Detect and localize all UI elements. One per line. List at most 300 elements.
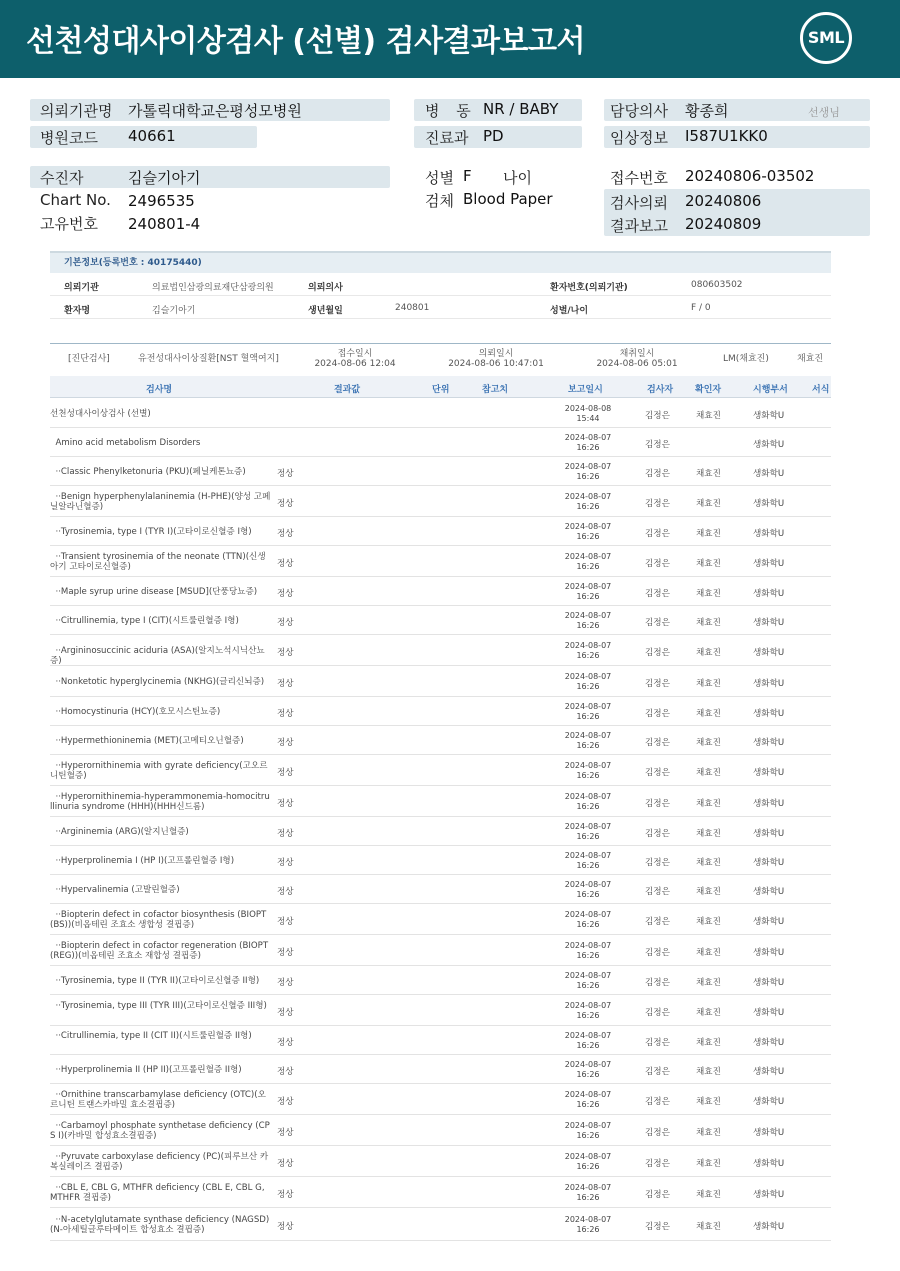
report-date: 2024-08-07 [564, 522, 612, 531]
basic-key: 의뢰의사 [308, 283, 343, 293]
diag-label: [진단검사] [68, 354, 110, 364]
confirmer: 채효진 [696, 1190, 721, 1200]
performing-dept: 생화학U [753, 709, 785, 719]
table-row [50, 635, 831, 666]
result-value: 정상 [277, 978, 294, 988]
request-test-name: 유전성대사이상질환[NST 혈액여지] [138, 354, 279, 364]
report-date: 2024-08-07 [564, 1001, 612, 1010]
report-time: 16:26 [576, 1162, 600, 1171]
report-date: 2024-08-07 [564, 582, 612, 591]
examiner: 김정은 [645, 738, 670, 748]
report-datetime [558, 1060, 618, 1080]
examiner: 김정은 [645, 559, 670, 569]
received-label: 접수일시 [337, 349, 373, 359]
patient-value: 김슬기아기 [128, 169, 201, 187]
confirmer: 채효진 [696, 1067, 721, 1077]
basic-value: 240801 [395, 303, 430, 313]
col-report-time: 보고일시 [568, 385, 603, 395]
test-name: ··Nonketotic hyperglycinemia (NKHG)(글리신뇌증) [50, 677, 265, 687]
performing-dept: 생화학U [753, 1190, 785, 1200]
performing-dept: 생화학U [753, 589, 785, 599]
result-value: 정상 [277, 829, 294, 839]
table-row [50, 966, 831, 995]
examiner: 김정은 [645, 948, 670, 958]
performing-dept: 생화학U [753, 1128, 785, 1138]
report-time: 16:26 [576, 651, 600, 660]
report-date: 2024-08-07 [564, 1215, 612, 1224]
test-name: ··Ornithine transcarbamylase deficiency (OTC)(오르니틴 트랜스카바밀 효소결핍증) [50, 1090, 266, 1110]
performing-dept: 생화학U [753, 978, 785, 988]
test-name: ··Hyperprolinemia II (HP II)(고프롤린혈증 II형) [50, 1065, 242, 1075]
confirmer: 채효진 [696, 829, 721, 839]
specimen-label: 검체 [425, 192, 454, 210]
confirmer: 채효진 [696, 1097, 721, 1107]
test-name: ··Tyrosinemia, type III (TYR III)(고타이로신혈증 III형) [50, 1001, 267, 1011]
report-time: 16:26 [576, 1193, 600, 1202]
chart-value: 2496535 [128, 192, 195, 210]
examiner: 김정은 [645, 440, 670, 450]
report-time: 16:26 [576, 951, 600, 960]
test-name: ··Citrullinemia, type II (CIT II)(시트룰린혈증 II형) [50, 1031, 252, 1041]
confirmer: 채효진 [696, 469, 721, 479]
table-row [50, 1084, 831, 1115]
report-date: 2024-08-07 [564, 641, 612, 650]
report-time: 16:26 [576, 621, 600, 630]
report-date: 2024-08-07 [564, 880, 612, 889]
test-name: ··Maple syrup urine disease [MSUD](단풍당뇨증) [50, 587, 258, 597]
test-name: ··Biopterin defect in cofactor biosynthesis (BIOPT(BS))(비옵테린 조효소 생합성 결핍증) [50, 910, 267, 930]
table-row [50, 726, 831, 755]
chart-label: Chart No. [40, 191, 111, 209]
table-row [50, 546, 831, 577]
request-value: 20240806 [685, 192, 762, 210]
examiner: 김정은 [645, 679, 670, 689]
table-row [50, 1115, 831, 1146]
report-datetime [558, 404, 618, 424]
performing-dept: 생화학U [753, 648, 785, 658]
confirmer: 채효진 [696, 858, 721, 868]
confirmer: 채효진 [696, 679, 721, 689]
examiner: 김정은 [645, 1097, 670, 1107]
report-time: 16:26 [576, 861, 600, 870]
report-datetime [558, 761, 618, 781]
report-date: 2024-08-07 [564, 731, 612, 740]
report-datetime [558, 1031, 618, 1051]
sex-value: F [463, 167, 472, 185]
report-datetime [558, 641, 618, 661]
specimen-value: Blood Paper [463, 190, 553, 208]
table-row [50, 1026, 831, 1055]
report-date: 2024-08-07 [564, 941, 612, 950]
examiner: 김정은 [645, 1038, 670, 1048]
test-name: ··Tyrosinemia, type II (TYR II)(고타이로신혈증 II형) [50, 976, 260, 986]
institution-value: 가톨릭대학교은평성모병원 [128, 102, 302, 120]
performing-dept: 생화학U [753, 1038, 785, 1048]
report-date: 2024-08-07 [564, 492, 612, 501]
report-time: 16:26 [576, 472, 600, 481]
result-value: 정상 [277, 1038, 294, 1048]
report-value: 20240809 [685, 215, 762, 233]
performing-dept: 생화학U [753, 799, 785, 809]
result-value: 정상 [277, 1222, 294, 1232]
report-time: 16:26 [576, 832, 600, 841]
hospital-code-value: 40661 [128, 127, 176, 145]
basic-value: F / 0 [691, 303, 711, 313]
examiner: 김정은 [645, 1222, 670, 1232]
col-result: 결과값 [334, 385, 361, 395]
basic-info-row [50, 274, 831, 296]
requested-value: 2024-08-06 10:47:01 [448, 359, 544, 369]
confirmer: 채효진 [696, 799, 721, 809]
test-name: ··Hyperornithinemia with gyrate deficiency(고오르니틴혈증) [50, 761, 268, 781]
table-row [50, 935, 831, 966]
examiner: 김정은 [645, 648, 670, 658]
report-date: 2024-08-07 [564, 851, 612, 860]
table-row [50, 904, 831, 935]
report-datetime [558, 941, 618, 961]
performing-dept: 생화학U [753, 917, 785, 927]
report-time: 16:26 [576, 1225, 600, 1234]
report-datetime [558, 582, 618, 602]
report-date: 2024-08-07 [564, 1090, 612, 1099]
report-time: 16:26 [576, 981, 600, 990]
ward-value: NR / BABY [483, 100, 559, 118]
doctor-label: 담당의사 [610, 102, 668, 120]
examiner: 김정은 [645, 411, 670, 421]
result-value: 정상 [277, 559, 294, 569]
result-value: 정상 [277, 738, 294, 748]
confirmer: 채효진 [696, 887, 721, 897]
examiner: 김정은 [645, 978, 670, 988]
receipt-value: 20240806-03502 [685, 167, 815, 185]
report-datetime [558, 672, 618, 692]
report-time: 16:26 [576, 1131, 600, 1140]
performing-dept: 생화학U [753, 499, 785, 509]
report-datetime [558, 971, 618, 991]
basic-value: 김슬기아기 [152, 306, 196, 316]
confirmer: 채효진 [696, 618, 721, 628]
table-row [50, 697, 831, 726]
report-datetime [558, 1152, 618, 1172]
table-row [50, 786, 831, 817]
test-name: ··Hyperprolinemia I (HP I)(고프롤린혈증 I형) [50, 856, 235, 866]
test-name: ··Hypervalinemia (고발린혈증) [50, 885, 180, 895]
basic-value: 의료법인삼광의료재단삼광의원 [152, 283, 274, 293]
report-date: 2024-08-07 [564, 672, 612, 681]
col-form: 서식 [812, 385, 830, 395]
patient-label: 수진자 [40, 169, 84, 187]
test-name: ··Pyruvate carboxylase deficiency (PC)(피루브산 카복실레이즈 결핍증) [50, 1152, 269, 1172]
report-date: 2024-08-07 [564, 1060, 612, 1069]
test-name: ··CBL E, CBL G, MTHFR deficiency (CBL E, CBL G, MTHFR 결핍증) [50, 1183, 268, 1203]
examiner: 김정은 [645, 1067, 670, 1077]
performing-dept: 생화학U [753, 948, 785, 958]
performing-dept: 생화학U [753, 1222, 785, 1232]
examiner: 김정은 [645, 829, 670, 839]
doctor-value: 황종희 [685, 102, 729, 120]
test-name: ··Homocystinuria (HCY)(호모시스틴뇨증) [50, 707, 221, 717]
test-name: 선천성대사이상검사 (선별) [50, 409, 151, 419]
result-value: 정상 [277, 1097, 294, 1107]
performing-dept: 생화학U [753, 768, 785, 778]
report-time: 16:26 [576, 890, 600, 899]
report-datetime [558, 1090, 618, 1110]
report-datetime [558, 910, 618, 930]
result-value: 정상 [277, 709, 294, 719]
col-confirmer: 확인자 [695, 385, 722, 395]
report-time: 16:26 [576, 712, 600, 721]
performing-dept: 생화학U [753, 529, 785, 539]
basic-key: 생년월일 [308, 306, 343, 316]
confirmer: 채효진 [696, 768, 721, 778]
report-datetime [558, 522, 618, 542]
basic-key: 성별/나이 [550, 306, 589, 316]
test-name: ··Tyrosinemia, type I (TYR I)(고타이로신혈증 I형) [50, 527, 252, 537]
report-datetime [558, 1183, 618, 1203]
performing-dept: 생화학U [753, 679, 785, 689]
table-row [50, 486, 831, 517]
report-time: 16:26 [576, 1070, 600, 1079]
collected-value: 2024-08-06 05:01 [596, 359, 678, 369]
test-name: ··Carbamoyl phosphate synthetase deficiency (CPS I)(카바밀 합성효소결핍증) [50, 1121, 270, 1141]
report-date: 2024-08-07 [564, 702, 612, 711]
report-date: 2024-08-08 [564, 404, 612, 413]
performing-dept: 생화학U [753, 1067, 785, 1077]
examiner: 김정은 [645, 618, 670, 628]
unique-value: 240801-4 [128, 215, 201, 233]
table-row [50, 755, 831, 786]
examiner: 김정은 [645, 887, 670, 897]
examiner: 김정은 [645, 589, 670, 599]
result-value: 정상 [277, 1067, 294, 1077]
table-row [50, 817, 831, 846]
clinical-value: I587U1KK0 [685, 127, 768, 145]
basic-value: 080603502 [691, 280, 743, 290]
confirmer: 채효진 [696, 917, 721, 927]
basic-key: 환자명 [64, 306, 91, 316]
result-value: 정상 [277, 917, 294, 927]
report-time: 16:26 [576, 502, 600, 511]
table-row [50, 846, 831, 875]
basic-info-row [50, 297, 831, 319]
institution-label: 의뢰기관명 [40, 102, 113, 120]
collected-block [587, 349, 687, 369]
report-date: 2024-08-07 [564, 792, 612, 801]
table-row [50, 577, 831, 606]
col-examiner: 검사자 [647, 385, 674, 395]
clinical-label: 임상정보 [610, 129, 668, 147]
patient-field-bg [30, 166, 390, 188]
report-time: 16:26 [576, 443, 600, 452]
table-row [50, 428, 831, 457]
report-time: 16:26 [576, 802, 600, 811]
result-value: 정상 [277, 589, 294, 599]
test-name: ··Hypermethioninemia (MET)(고메티오닌혈증) [50, 736, 244, 746]
examiner: 김정은 [645, 529, 670, 539]
basic-key: 환자번호(의뢰기관) [550, 283, 628, 293]
table-row [50, 1208, 831, 1241]
result-value: 정상 [277, 768, 294, 778]
basic-key: 의뢰기관 [64, 283, 99, 293]
report-date: 2024-08-07 [564, 761, 612, 770]
confirmer: 채효진 [696, 1038, 721, 1048]
report-datetime [558, 611, 618, 631]
report-label: 결과보고 [610, 217, 668, 235]
confirmer: 채효진 [696, 1159, 721, 1169]
result-value: 정상 [277, 1128, 294, 1138]
report-datetime [558, 1215, 618, 1235]
report-date: 2024-08-07 [564, 611, 612, 620]
sml-logo: SML [800, 12, 852, 64]
examiner: 김정은 [645, 1008, 670, 1018]
report-time: 16:26 [576, 682, 600, 691]
doctor-suffix: 선생님 [808, 106, 840, 119]
table-row [50, 399, 831, 428]
report-datetime [558, 462, 618, 482]
report-datetime [558, 851, 618, 871]
report-datetime [558, 731, 618, 751]
age-label: 나이 [503, 169, 532, 187]
receipt-label: 접수번호 [610, 169, 668, 187]
result-value: 정상 [277, 799, 294, 809]
report-date: 2024-08-07 [564, 1031, 612, 1040]
report-date: 2024-08-07 [564, 433, 612, 442]
report-datetime [558, 433, 618, 453]
examiner: 김정은 [645, 1128, 670, 1138]
dept-value: PD [483, 127, 504, 145]
performing-dept: 생화학U [753, 469, 785, 479]
test-name: ··Argininosuccinic aciduria (ASA)(알지노석시닉산뇨증) [50, 646, 265, 666]
request-divider [50, 343, 831, 344]
examiner: 김정은 [645, 917, 670, 927]
performing-dept: 생화학U [753, 559, 785, 569]
result-value: 정상 [277, 1159, 294, 1169]
result-value: 정상 [277, 648, 294, 658]
examiner: 김정은 [645, 1190, 670, 1200]
examiner: 김정은 [645, 799, 670, 809]
basic-info-title: 기본정보(등록번호 : 40175440) [50, 251, 831, 273]
confirmer: 채효진 [696, 948, 721, 958]
result-value: 정상 [277, 948, 294, 958]
request-label: 검사의뢰 [610, 194, 668, 212]
report-time: 16:26 [576, 562, 600, 571]
report-time: 16:26 [576, 1011, 600, 1020]
report-time: 15:44 [576, 414, 600, 423]
performing-dept: 생화학U [753, 738, 785, 748]
report-time: 16:26 [576, 1100, 600, 1109]
confirmer: 채효진 [696, 529, 721, 539]
confirmer: 채효진 [696, 738, 721, 748]
sex-label: 성별 [425, 169, 454, 187]
table-row [50, 517, 831, 546]
test-name: ··Argininemia (ARG)(알지닌혈증) [50, 827, 189, 837]
result-value: 정상 [277, 618, 294, 628]
report-title: 선천성대사이상검사 (선별) 검사결과보고서 [26, 24, 585, 59]
test-name: ··Transient tyrosinemia of the neonate (TTN)(신생아기 고타이로신혈증) [50, 552, 266, 572]
confirmer: 채효진 [696, 1128, 721, 1138]
lm-label: LM(채효진) [723, 354, 769, 364]
performing-dept: 생화학U [753, 887, 785, 897]
performing-dept: 생화학U [753, 618, 785, 628]
table-row [50, 1146, 831, 1177]
result-value: 정상 [277, 858, 294, 868]
report-date: 2024-08-07 [564, 822, 612, 831]
result-value: 정상 [277, 679, 294, 689]
confirmer: 채효진 [696, 589, 721, 599]
table-row [50, 666, 831, 697]
result-value: 정상 [277, 529, 294, 539]
test-name: ··N-acetylglutamate synthase deficiency (NAGSD)(N-아세틸글루타메이트 합성효소 결핍증) [50, 1215, 270, 1235]
table-row [50, 457, 831, 486]
confirmer: 채효진 [696, 1222, 721, 1232]
request-confirmer: 채효진 [797, 354, 824, 364]
report-datetime [558, 1001, 618, 1021]
report-time: 16:26 [576, 741, 600, 750]
test-name: ··Classic Phenylketonuria (PKU)(페닐케톤뇨증) [50, 467, 246, 477]
report-time: 16:26 [576, 592, 600, 601]
performing-dept: 생화학U [753, 440, 785, 450]
test-name: ··Biopterin defect in cofactor regeneration (BIOPT(REG))(비옵테린 조효소 재합성 결핍증) [50, 941, 269, 961]
report-date: 2024-08-07 [564, 1121, 612, 1130]
hospital-code-label: 병원코드 [40, 129, 98, 147]
table-row [50, 1055, 831, 1084]
report-datetime [558, 792, 618, 812]
report-date: 2024-08-07 [564, 1183, 612, 1192]
confirmer: 채효진 [696, 709, 721, 719]
report-header [0, 0, 900, 78]
confirmer: 채효진 [696, 648, 721, 658]
test-name: ··Citrullinemia, type I (CIT)(시트룰린혈증 I형) [50, 616, 239, 626]
performing-dept: 생화학U [753, 829, 785, 839]
unique-label: 고유번호 [40, 215, 98, 233]
report-datetime [558, 1121, 618, 1141]
result-value: 정상 [277, 887, 294, 897]
performing-dept: 생화학U [753, 1097, 785, 1107]
col-dept: 시행부서 [753, 385, 788, 395]
confirmer: 채효진 [696, 1008, 721, 1018]
table-row [50, 875, 831, 904]
report-datetime [558, 822, 618, 842]
results-table-header [50, 376, 831, 398]
test-name: ··Hyperornithinemia-hyperammonemia-homocitrullinuria syndrome (HHH)(HHH신드롬) [50, 792, 270, 812]
report-time: 16:26 [576, 1041, 600, 1050]
confirmer: 채효진 [696, 978, 721, 988]
examiner: 김정은 [645, 768, 670, 778]
result-value: 정상 [277, 469, 294, 479]
examiner: 김정은 [645, 499, 670, 509]
col-unit: 단위 [432, 385, 450, 395]
report-date: 2024-08-07 [564, 462, 612, 471]
ward-label: 병 동 [425, 102, 477, 120]
examiner: 김정은 [645, 858, 670, 868]
performing-dept: 생화학U [753, 1008, 785, 1018]
confirmer: 채효진 [696, 559, 721, 569]
report-datetime [558, 552, 618, 572]
col-name: 검사명 [146, 385, 173, 395]
report-datetime [558, 702, 618, 722]
table-row [50, 995, 831, 1026]
requested-block [440, 349, 552, 369]
report-date: 2024-08-07 [564, 552, 612, 561]
requested-label: 의뢰일시 [478, 349, 514, 359]
performing-dept: 생화학U [753, 411, 785, 421]
result-value: 정상 [277, 1190, 294, 1200]
confirmer: 채효진 [696, 499, 721, 509]
received-block [305, 349, 405, 369]
table-row [50, 1177, 831, 1208]
report-time: 16:26 [576, 532, 600, 541]
col-ref: 참고치 [482, 385, 509, 395]
